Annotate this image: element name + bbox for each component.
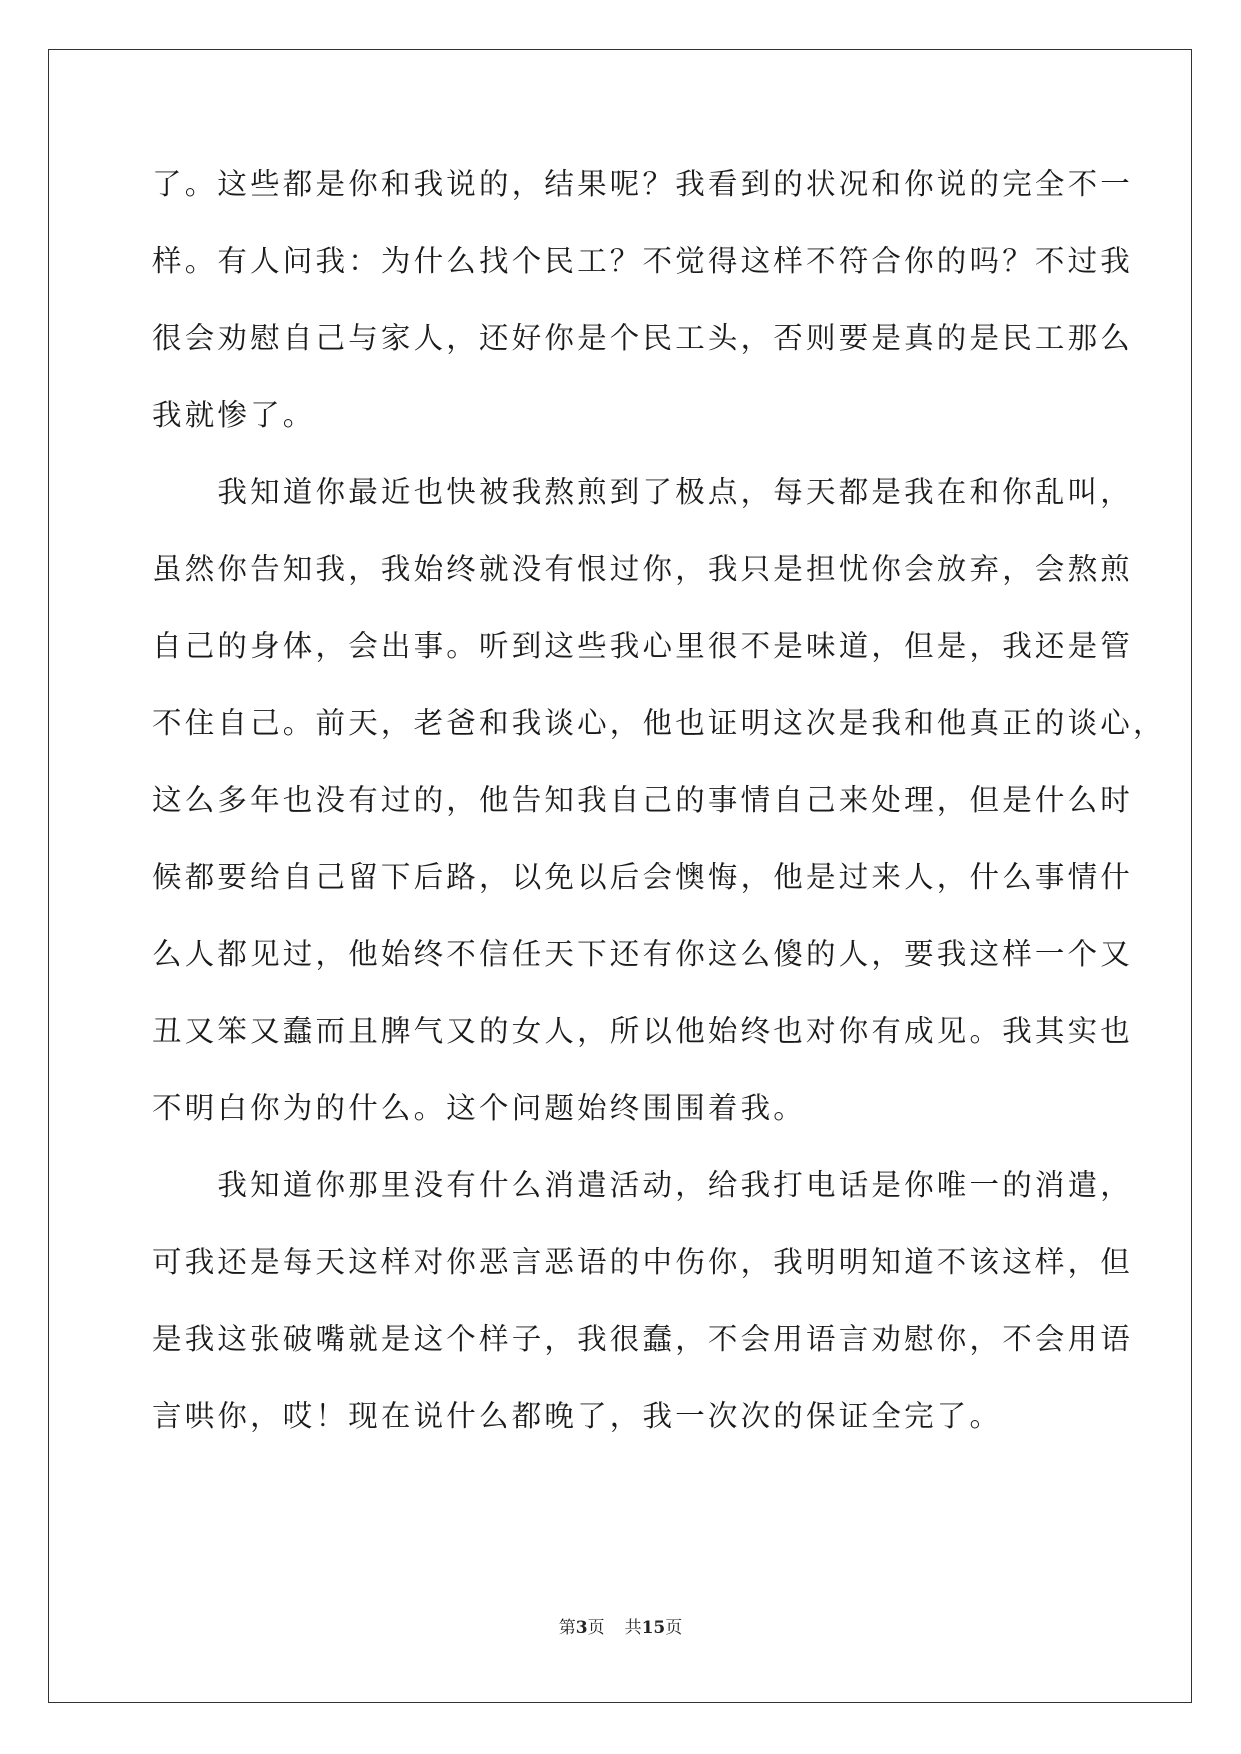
text-line: 可我还是每天这样对你恶言恶语的中伤你，我明明知道不该这样，但 [152, 1245, 1134, 1279]
text-line: 我就惨了。 [152, 398, 316, 432]
paragraph [152, 1161, 1134, 1469]
text-line: 这么多年也没有过的，他告知我自己的事情自己来处理，但是什么时 [152, 783, 1134, 817]
text-line: 样。有人问我：为什么找个民工？不觉得这样不符合你的吗？不过我 [152, 244, 1134, 278]
text-line: 言哄你，哎！现在说什么都晚了，我一次次的保证全完了。 [152, 1399, 1003, 1433]
text-line: 虽然你告知我，我始终就没有恨过你，我只是担忧你会放弃，会熬煎 [152, 552, 1134, 586]
text-line: 我知道你最近也快被我熬煎到了极点，每天都是我在和你乱叫， [152, 475, 1134, 509]
page-footer [0, 1616, 1241, 1640]
document-body [152, 160, 1166, 1469]
footer-total-pages: 15 [641, 1618, 666, 1638]
footer-page-prefix: 第 [558, 1618, 576, 1638]
text-line: 了。这些都是你和我说的，结果呢？我看到的状况和你说的完全不一 [152, 167, 1134, 201]
text-line: 自己的身体，会出事。听到这些我心里很不是味道，但是，我还是管 [152, 629, 1134, 663]
text-line: 不明白你为的什么。这个问题始终围围着我。 [152, 1091, 807, 1125]
footer-total-prefix: 共 [624, 1618, 642, 1638]
text-line: 是我这张破嘴就是这个样子，我很蠢，不会用语言劝慰你，不会用语 [152, 1322, 1134, 1356]
text-line: 我知道你那里没有什么消遣活动，给我打电话是你唯一的消遣， [152, 1168, 1134, 1202]
footer-total-suffix: 页 [665, 1618, 683, 1638]
text-line: 么人都见过，他始终不信任天下还有你这么傻的人，要我这样一个又 [152, 937, 1134, 971]
text-line: 很会劝慰自己与家人，还好你是个民工头，否则要是真的是民工那么 [152, 321, 1134, 355]
paragraph [152, 468, 1166, 1161]
text-line: 候都要给自己留下后路，以免以后会懊悔，他是过来人，什么事情什 [152, 860, 1134, 894]
footer-page-suffix: 页 [587, 1618, 605, 1638]
footer-page-number: 3 [575, 1618, 588, 1638]
text-line: 丑又笨又蠢而且脾气又的女人，所以他始终也对你有成见。我其实也 [152, 1014, 1134, 1048]
paragraph [152, 160, 1134, 468]
text-line: 不住自己。前天，老爸和我谈心，他也证明这次是我和他真正的谈心， [152, 706, 1166, 740]
